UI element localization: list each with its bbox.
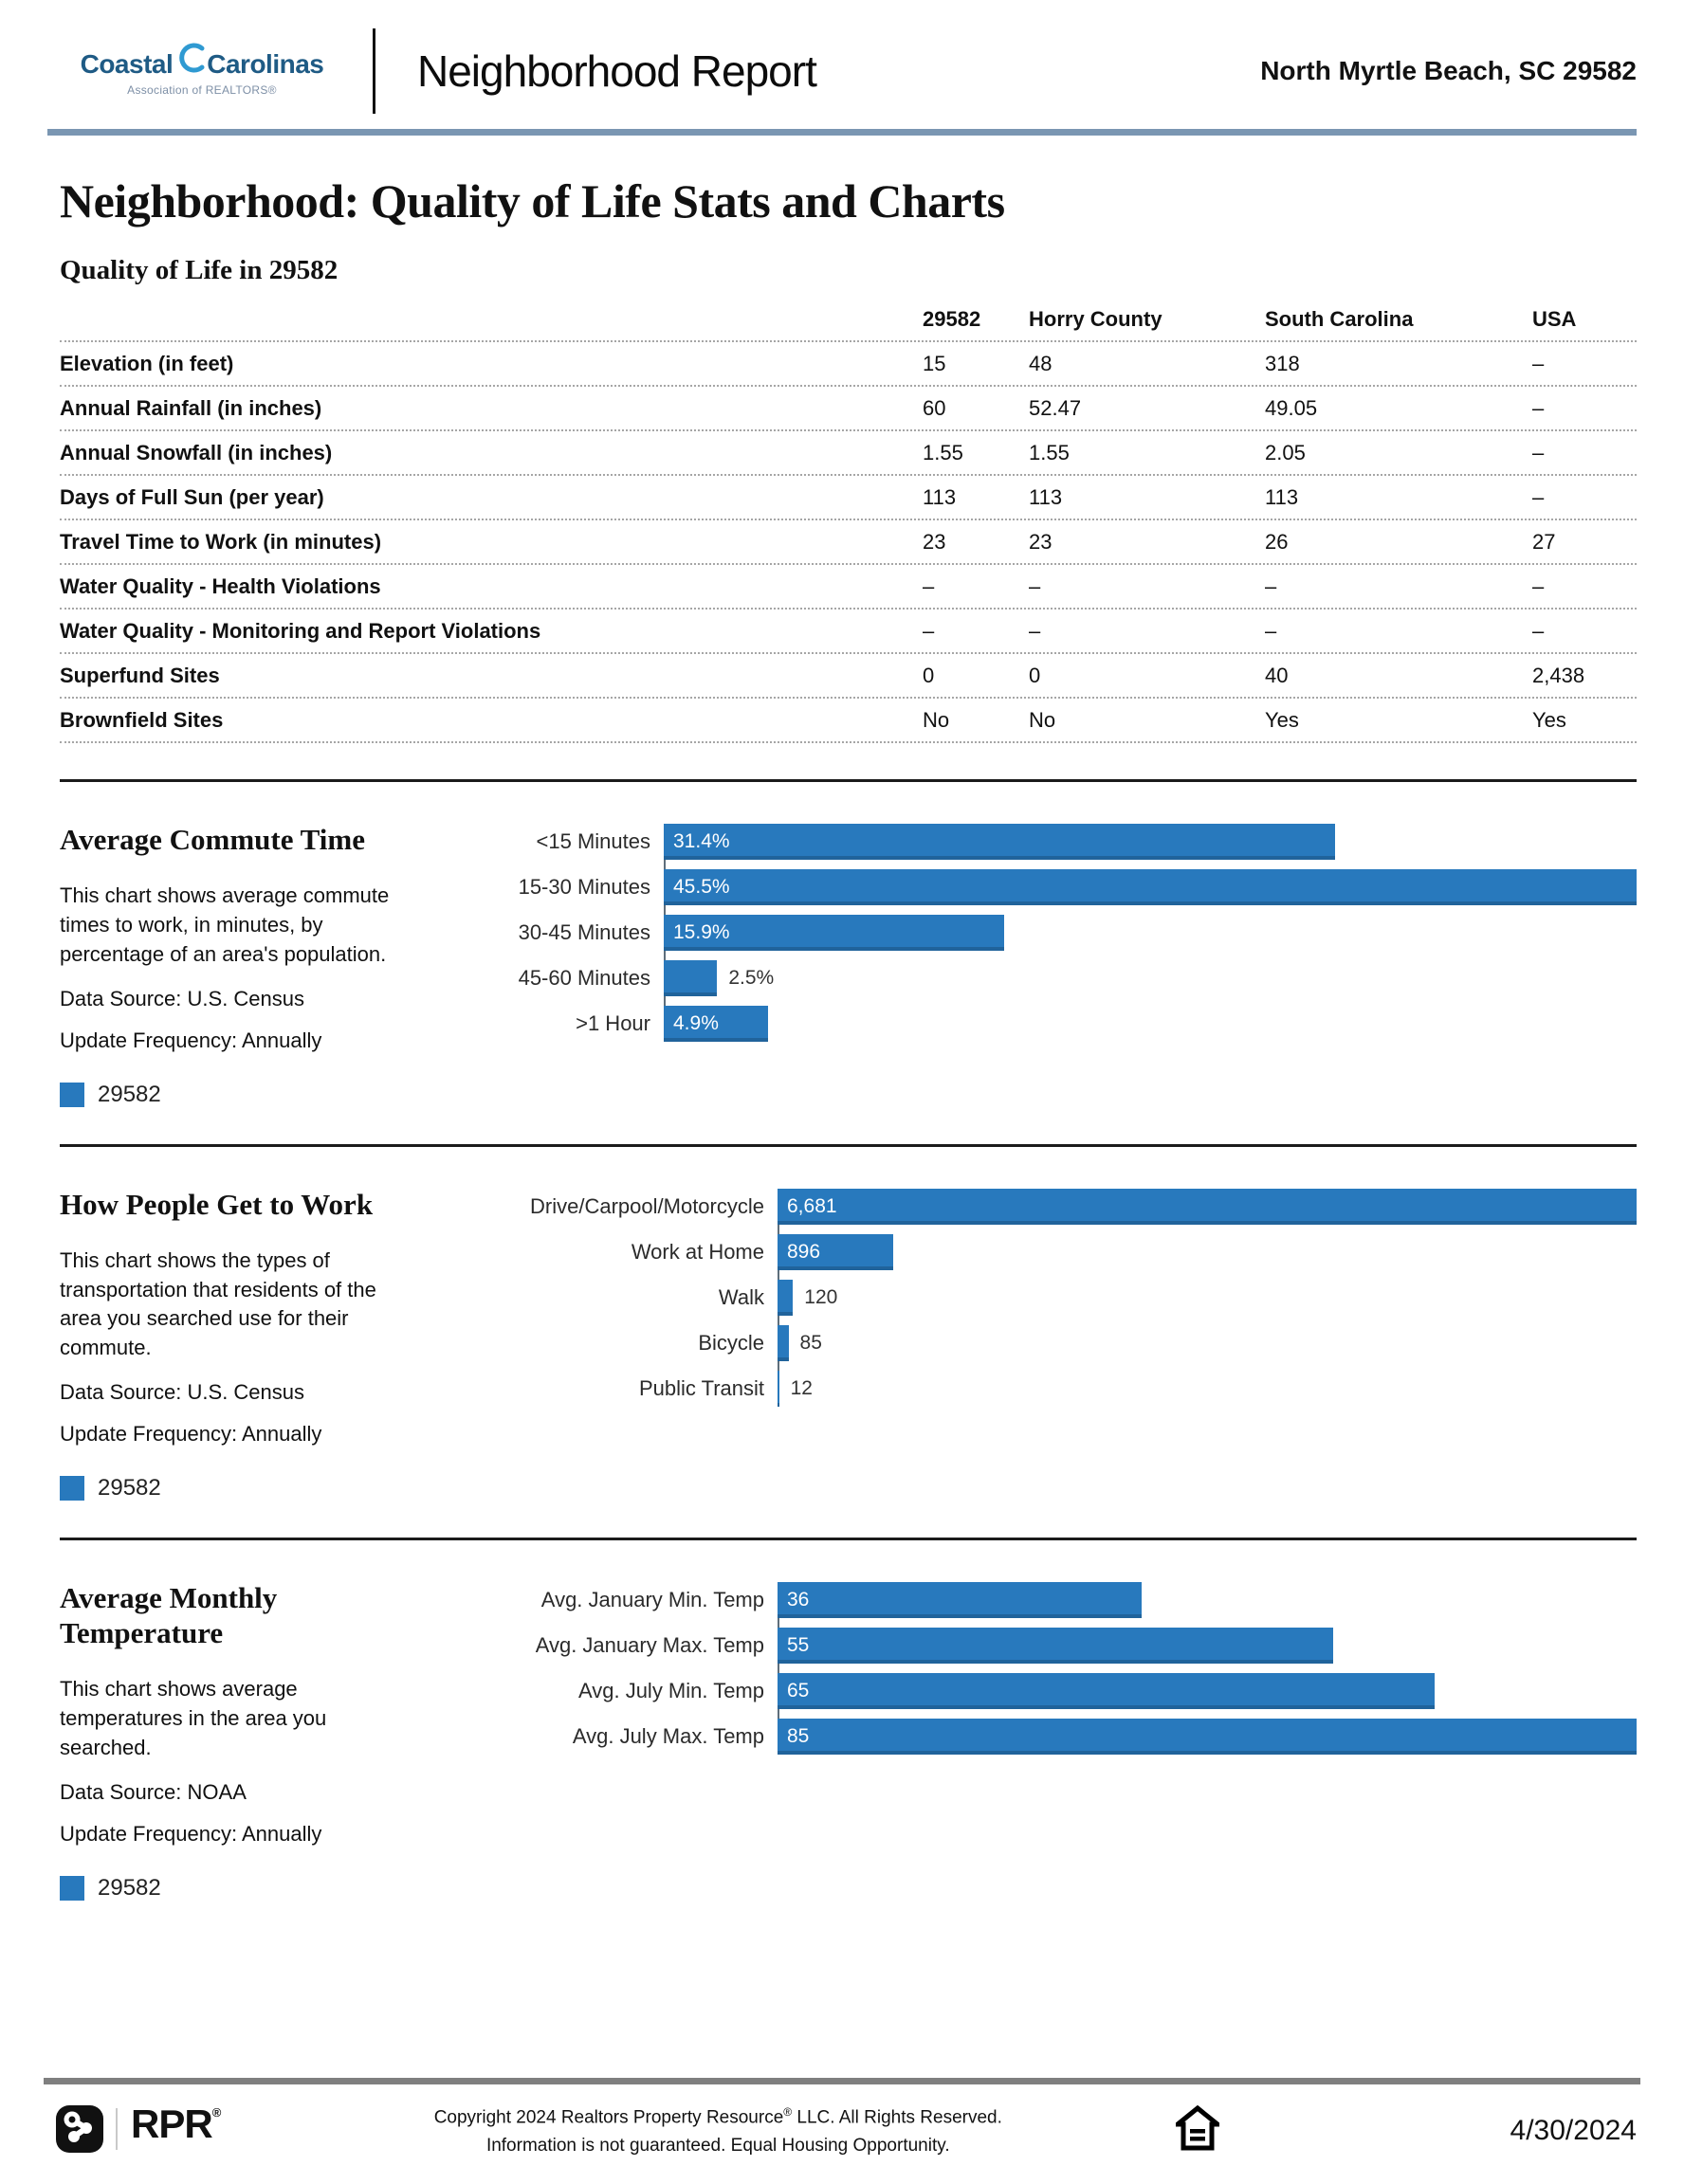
category-label: Work at Home [631,1239,764,1264]
legend-swatch-icon [60,1476,84,1501]
swoosh-c-icon [174,42,205,79]
stats-table [60,298,1637,743]
stat-value: – [1532,574,1545,598]
chart-title: Average Commute Time [60,823,365,856]
value-label: 85 [799,1331,822,1354]
chart-row [430,1189,1637,1225]
bar [778,1325,789,1361]
section-average-commute-time [60,822,1637,1108]
chart-plot-area [778,1628,1637,1664]
category-label: 15-30 Minutes [518,875,650,899]
category-label: Walk [718,1284,764,1309]
bar [664,960,717,996]
temperature-chart [430,1580,1637,1902]
chart-row [430,1325,1637,1361]
chart-row [430,1628,1637,1664]
stat-label: Elevation (in feet) [60,352,234,375]
report-location: North Myrtle Beach, SC 29582 [1260,56,1637,85]
chart-plot-area [778,1371,1637,1407]
stats-header-row [60,298,1637,342]
value-label: 2.5% [728,967,775,989]
chart-legend [60,1475,411,1502]
stat-value: No [1029,708,1056,732]
value-label: 31.4% [673,830,730,852]
stat-value: 0 [1029,664,1041,687]
chart-plot-area [664,915,1637,951]
rpr-logo [55,2101,221,2158]
chart-plot-area [778,1325,1637,1361]
chart-plot-area [778,1582,1637,1618]
table-row [60,610,1637,654]
chart-description: This chart shows average temperatures in the area you searched. [60,1677,327,1759]
equal-housing-icon [1176,2105,1219,2157]
chart-row [430,1582,1637,1618]
chart-plot-area [664,960,1637,996]
report-header [0,0,1684,129]
legend-label: 29582 [98,1474,161,1501]
table-row [60,565,1637,610]
stat-value: – [1532,619,1545,643]
section-divider [60,1144,1637,1147]
logo-wordmark [81,46,324,82]
category-label: Avg. July Min. Temp [577,1678,764,1702]
category-label: <15 Minutes [536,829,650,853]
stat-value: No [923,708,950,732]
stats-column-header: Horry County [1029,307,1162,331]
stat-value: 52.47 [1029,396,1082,420]
header-vertical-divider [373,28,375,114]
chart-plot-area [778,1673,1637,1709]
stat-label: Days of Full Sun (per year) [60,485,324,509]
bar [778,1280,793,1316]
commute-time-chart [430,822,1637,1108]
chart-row [430,869,1637,905]
chart-update-frequency: Update Frequency: Annually [60,1028,322,1052]
chart-plot-area [778,1719,1637,1755]
chart-row [430,1719,1637,1755]
stats-column-header: USA [1532,307,1577,331]
value-label: 65 [787,1679,810,1702]
stat-value: – [1265,574,1277,598]
category-label: Bicycle [698,1330,764,1355]
stat-value: 60 [923,396,946,420]
section-info [60,822,430,1108]
section-info [60,1187,430,1502]
stat-label: Superfund Sites [60,664,220,687]
stat-label: Water Quality - Monitoring and Report Violations [60,619,541,643]
value-label: 36 [787,1588,810,1611]
stat-value: 318 [1265,352,1300,375]
stats-column-header: South Carolina [1265,307,1414,331]
chart-data-source: Data Source: U.S. Census [60,986,305,1010]
chart-description: This chart shows average commute times to work, in minutes, by percentage of an area's population. [60,883,390,966]
chart-plot-area [664,869,1637,905]
chart-description: This chart shows the types of transportation that residents of the area you searched use for their commute. [60,1247,376,1360]
category-label: Avg. January Max. Temp [535,1632,764,1657]
coastal-carolinas-logo [60,46,344,97]
stat-label: Annual Snowfall (in inches) [60,441,333,464]
category-label: Drive/Carpool/Motorcycle [530,1193,764,1218]
report-title: Neighborhood Report [417,46,816,96]
stats-column-header: 29582 [923,307,981,331]
chart-legend [60,1875,411,1902]
stat-value: – [923,574,935,598]
header-rule [47,129,1637,136]
stat-value: Yes [1532,708,1566,732]
chart-legend [60,1082,411,1108]
category-label: 30-45 Minutes [518,920,650,944]
bar [664,869,1637,905]
bar [778,1673,1435,1709]
category-label: Public Transit [638,1375,764,1400]
table-row [60,431,1637,476]
section-divider [60,779,1637,782]
value-label: 45.5% [673,876,730,898]
legend-swatch-icon [60,1876,84,1901]
stat-value: 15 [923,352,946,375]
category-label: Avg. January Min. Temp [540,1587,764,1611]
copyright-text: Copyright 2024 Realtors Property Resource® LLC. All Rights Reserved. Information is not guaranteed. Equal Housing Opportunity. [433,2104,1002,2156]
bar [778,1371,779,1407]
chart-title: How People Get to Work [60,1187,374,1221]
stat-label: Water Quality - Health Violations [60,574,381,598]
value-label: 896 [787,1240,821,1263]
category-label: Avg. July Max. Temp [572,1723,764,1748]
chart-row [430,1234,1637,1270]
chart-plot-area [664,824,1637,860]
section-average-monthly-temperature [60,1580,1637,1902]
table-row [60,476,1637,520]
chart-row [430,1673,1637,1709]
stat-value: – [1029,574,1041,598]
stat-value: 113 [923,485,957,509]
value-label: 15.9% [673,921,730,943]
report-footer [0,2078,1684,2184]
category-label: 45-60 Minutes [518,966,650,990]
page-title: Neighborhood: Quality of Life Stats and Charts [60,174,1005,228]
chart-row [430,915,1637,951]
commute-mode-chart [430,1187,1637,1502]
stat-value: 49.05 [1265,396,1318,420]
stat-value: 2,438 [1532,664,1585,687]
table-row [60,520,1637,565]
value-label: 55 [787,1633,810,1656]
chart-data-source: Data Source: U.S. Census [60,1379,305,1404]
stat-value: 26 [1265,530,1289,554]
registered-mark: ® [211,2104,221,2120]
page-subtitle: Quality of Life in 29582 [60,255,339,285]
logo-tagline: Association of REALTORS® [127,83,277,97]
bar [778,1189,1637,1225]
stat-value: – [1532,441,1545,464]
stat-value: – [1532,485,1545,509]
stat-value: 27 [1532,530,1556,554]
stat-value: 23 [1029,530,1052,554]
chart-row [430,1006,1637,1042]
bar [664,824,1335,860]
rpr-logo-divider [116,2108,118,2150]
stat-value: 1.55 [923,441,963,464]
footer-rule [44,2078,1640,2084]
table-row [60,654,1637,699]
stat-value: 23 [923,530,946,554]
section-divider [60,1538,1637,1540]
stat-value: 113 [1029,485,1063,509]
table-row [60,342,1637,387]
stat-value: – [1029,619,1041,643]
chart-row [430,1371,1637,1407]
stat-value: 1.55 [1029,441,1070,464]
stat-value: 113 [1265,485,1299,509]
stat-label: Brownfield Sites [60,708,224,732]
stat-value: 48 [1029,352,1052,375]
chart-data-source: Data Source: NOAA [60,1779,247,1804]
value-label: 12 [790,1376,813,1399]
chart-row [430,1280,1637,1316]
stat-value: – [1265,619,1277,643]
stat-value: – [1532,396,1545,420]
logo-word-coastal: Coastal [80,48,174,79]
value-label: 4.9% [673,1012,719,1034]
chart-plot-area [778,1189,1637,1225]
stat-value: 0 [923,664,935,687]
legend-swatch-icon [60,1083,84,1107]
section-info [60,1580,430,1902]
bar [778,1628,1333,1664]
stat-value: Yes [1265,708,1299,732]
bar [778,1582,1142,1618]
chart-row [430,960,1637,996]
chart-plot-area [778,1280,1637,1316]
value-label: 85 [787,1724,810,1747]
value-label: 6,681 [787,1194,837,1217]
stat-value: 2.05 [1265,441,1306,464]
chart-update-frequency: Update Frequency: Annually [60,1421,322,1446]
report-date: 4/30/2024 [1510,2115,1637,2147]
value-label: 120 [804,1285,838,1308]
rpr-mark-icon [55,2104,104,2158]
chart-title: Average Monthly Temperature [60,1580,278,1650]
rpr-wordmark: RPR® [131,2101,221,2146]
section-how-people-get-to-work [60,1187,1637,1502]
category-label: >1 Hour [576,1011,650,1035]
legend-label: 29582 [98,1874,161,1901]
chart-update-frequency: Update Frequency: Annually [60,1821,322,1846]
logo-word-carolinas: Carolinas [207,48,324,79]
stat-label: Annual Rainfall (in inches) [60,396,322,420]
stat-label: Travel Time to Work (in minutes) [60,530,382,554]
legend-label: 29582 [98,1081,161,1107]
chart-plot-area [778,1234,1637,1270]
chart-plot-area [664,1006,1637,1042]
chart-row [430,824,1637,860]
bar [778,1719,1637,1755]
table-row [60,387,1637,431]
stat-value: – [923,619,935,643]
stat-value: – [1532,352,1545,375]
table-row [60,699,1637,743]
stat-value: 40 [1265,664,1289,687]
